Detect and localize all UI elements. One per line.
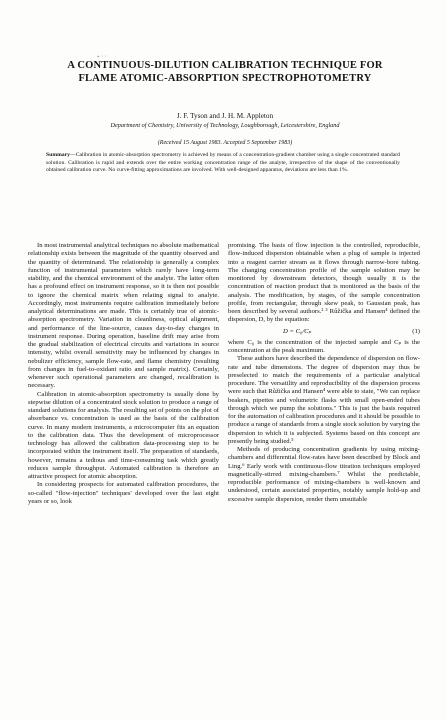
body-paragraph: where C₀ is the concentration of the injected sample and Cₚ is the concentration at the peak maximum.: [228, 338, 420, 354]
equation-formula: D = C₀/Cₚ: [283, 327, 312, 335]
equation-number: (1): [412, 327, 420, 335]
article-title: A CONTINUOUS-DILUTION CALIBRATION TECHNIQUE FOR FLAME ATOMIC-ABSORPTION SPECTROPHOTOMETRY: [67, 60, 383, 84]
left-column: [28, 242, 219, 506]
author-affiliation: Department of Chemistry, University of Technology, Loughborough, Leicestershire, England: [110, 122, 340, 129]
article-authors: J. F. Tyson and J. H. M. Appleton: [176, 112, 274, 120]
page-marker: * ' ': [97, 56, 107, 61]
received-dates: (Received 15 August 1983. Accepted 5 September 1983): [157, 140, 293, 146]
body-paragraph: promising. The basis of flow injection is the controlled, reproducible, flow-induced dispersion obtainable when a plug of sample is injected into a reagent carrier stream as it flows through narrow-bore tubing. The changing concentration profile of the sample solution may be monitored by downstream detectors, though usually it is the concentration of reaction product that is monitored as the basis of the analysis. The modification, by stages, of the sample concentration profile, from rectangular, through skew peak, to Gaussian peak, has been described by several authors.² ³ Růžička and Hansen⁴ defined the dispersion, D, by the equation:: [228, 242, 420, 324]
article-summary: [46, 152, 400, 175]
equation-1: [228, 328, 420, 336]
body-paragraph: In most instrumental analytical techniques no absolute mathematical relationship exists between the magnitude of the quantity observed and the quantity of determinand. The relationship is generally a complex function of instrumental parameters which rarely have long-term stability, and the chemical environment of the analyte. The latter often has a profound effect on instrument response, so it is then not possible to ignore the chemical matrix when relating signal to analyte. Accordingly, most instruments require calibration immediately before analytical determinations are made. This is certainly true of atomic-absorption spectrometry. Variation in cleanliness, optical alignment, and performance of the line-source, causes day-to-day changes in instrument response. During operation, baseline drift may arise from the gradual stabilization of electrical circuits and variations in source intensity, whilst overall sensitivity may be influenced by changes in nebulizer efficiency, sample flow-rate, and flame chemistry (resulting from changes in fuel-to-oxidant ratio and sample matrix). Certainly, whenever such operational parameters are changed, recalibration is necessary.: [28, 242, 220, 390]
body-paragraph: Methods of producing concentration gradients by using mixing-chambers and differential flow-rates have been described by Block and Ling.⁶ Early work with continuous-flow titration techniques employed magnetically-stirred mixing-chambers.⁷ Whilst the predictable, reproducible performance of mixing-chambers is well-known and understood, certain associated properties, notably sample hold-up and excessive sample dispersion, render them unsuitable: [228, 446, 420, 503]
summary-label: Summary: [46, 152, 71, 158]
right-column: [228, 242, 420, 504]
summary-text: —Calibration in atomic-absorption spectrometry is achieved by means of a concentration-gradient chamber using a single concentrated standard solution. Calibration is rapid and extends over the entire working concentration range of the analyte, irrespective of the shape of the conventionally obtained calibration curve. No curve-fitting approximations are involved. With well-designed apparatus, deviations are less than 1%.: [46, 152, 400, 173]
body-paragraph: These authors have described the dependence of dispersion on flow-rate and tube dimensions. The degree of dispersion may thus be preselected to match the requirements of a particular analytical procedure. The versatility and reproducibility of the dispersion process were such that Růžička and Hansen⁴ were able to state, "We can replace beakers, pipettes and volumetric flasks with small open-ended tubes through which we pump the solutions." This is just the basis required for the automation of calibration procedures and it should be possible to produce a range of standards from a single stock solution by varying the dispersion to which it is subjected. Systems based on this concept are presently being studied.⁵: [228, 355, 420, 445]
body-paragraph: Calibration in atomic-absorption spectrometry is usually done by stepwise dilution of a concentrated stock solution to produce a range of standard solutions for analysis. The resulting set of points on the plot of absorbance vs. concentration is used as the basis of the calibration curve. In many modern instruments, a microcomputer fits an equation to the calibration data. Thus the development of microprocessor technology has allowed the calibration data-processing step to be incorporated within the instrument itself. The preparation of standards, however, remains a tedious and time-consuming task which greatly reduces sample throughput. Automated calibration is therefore an attractive prospect for atomic absorption.: [28, 390, 219, 480]
body-paragraph: In considering prospects for automated calibration procedures, the so-called "flow-injection" techniques' developed over the last eight years or so, look: [28, 481, 219, 505]
